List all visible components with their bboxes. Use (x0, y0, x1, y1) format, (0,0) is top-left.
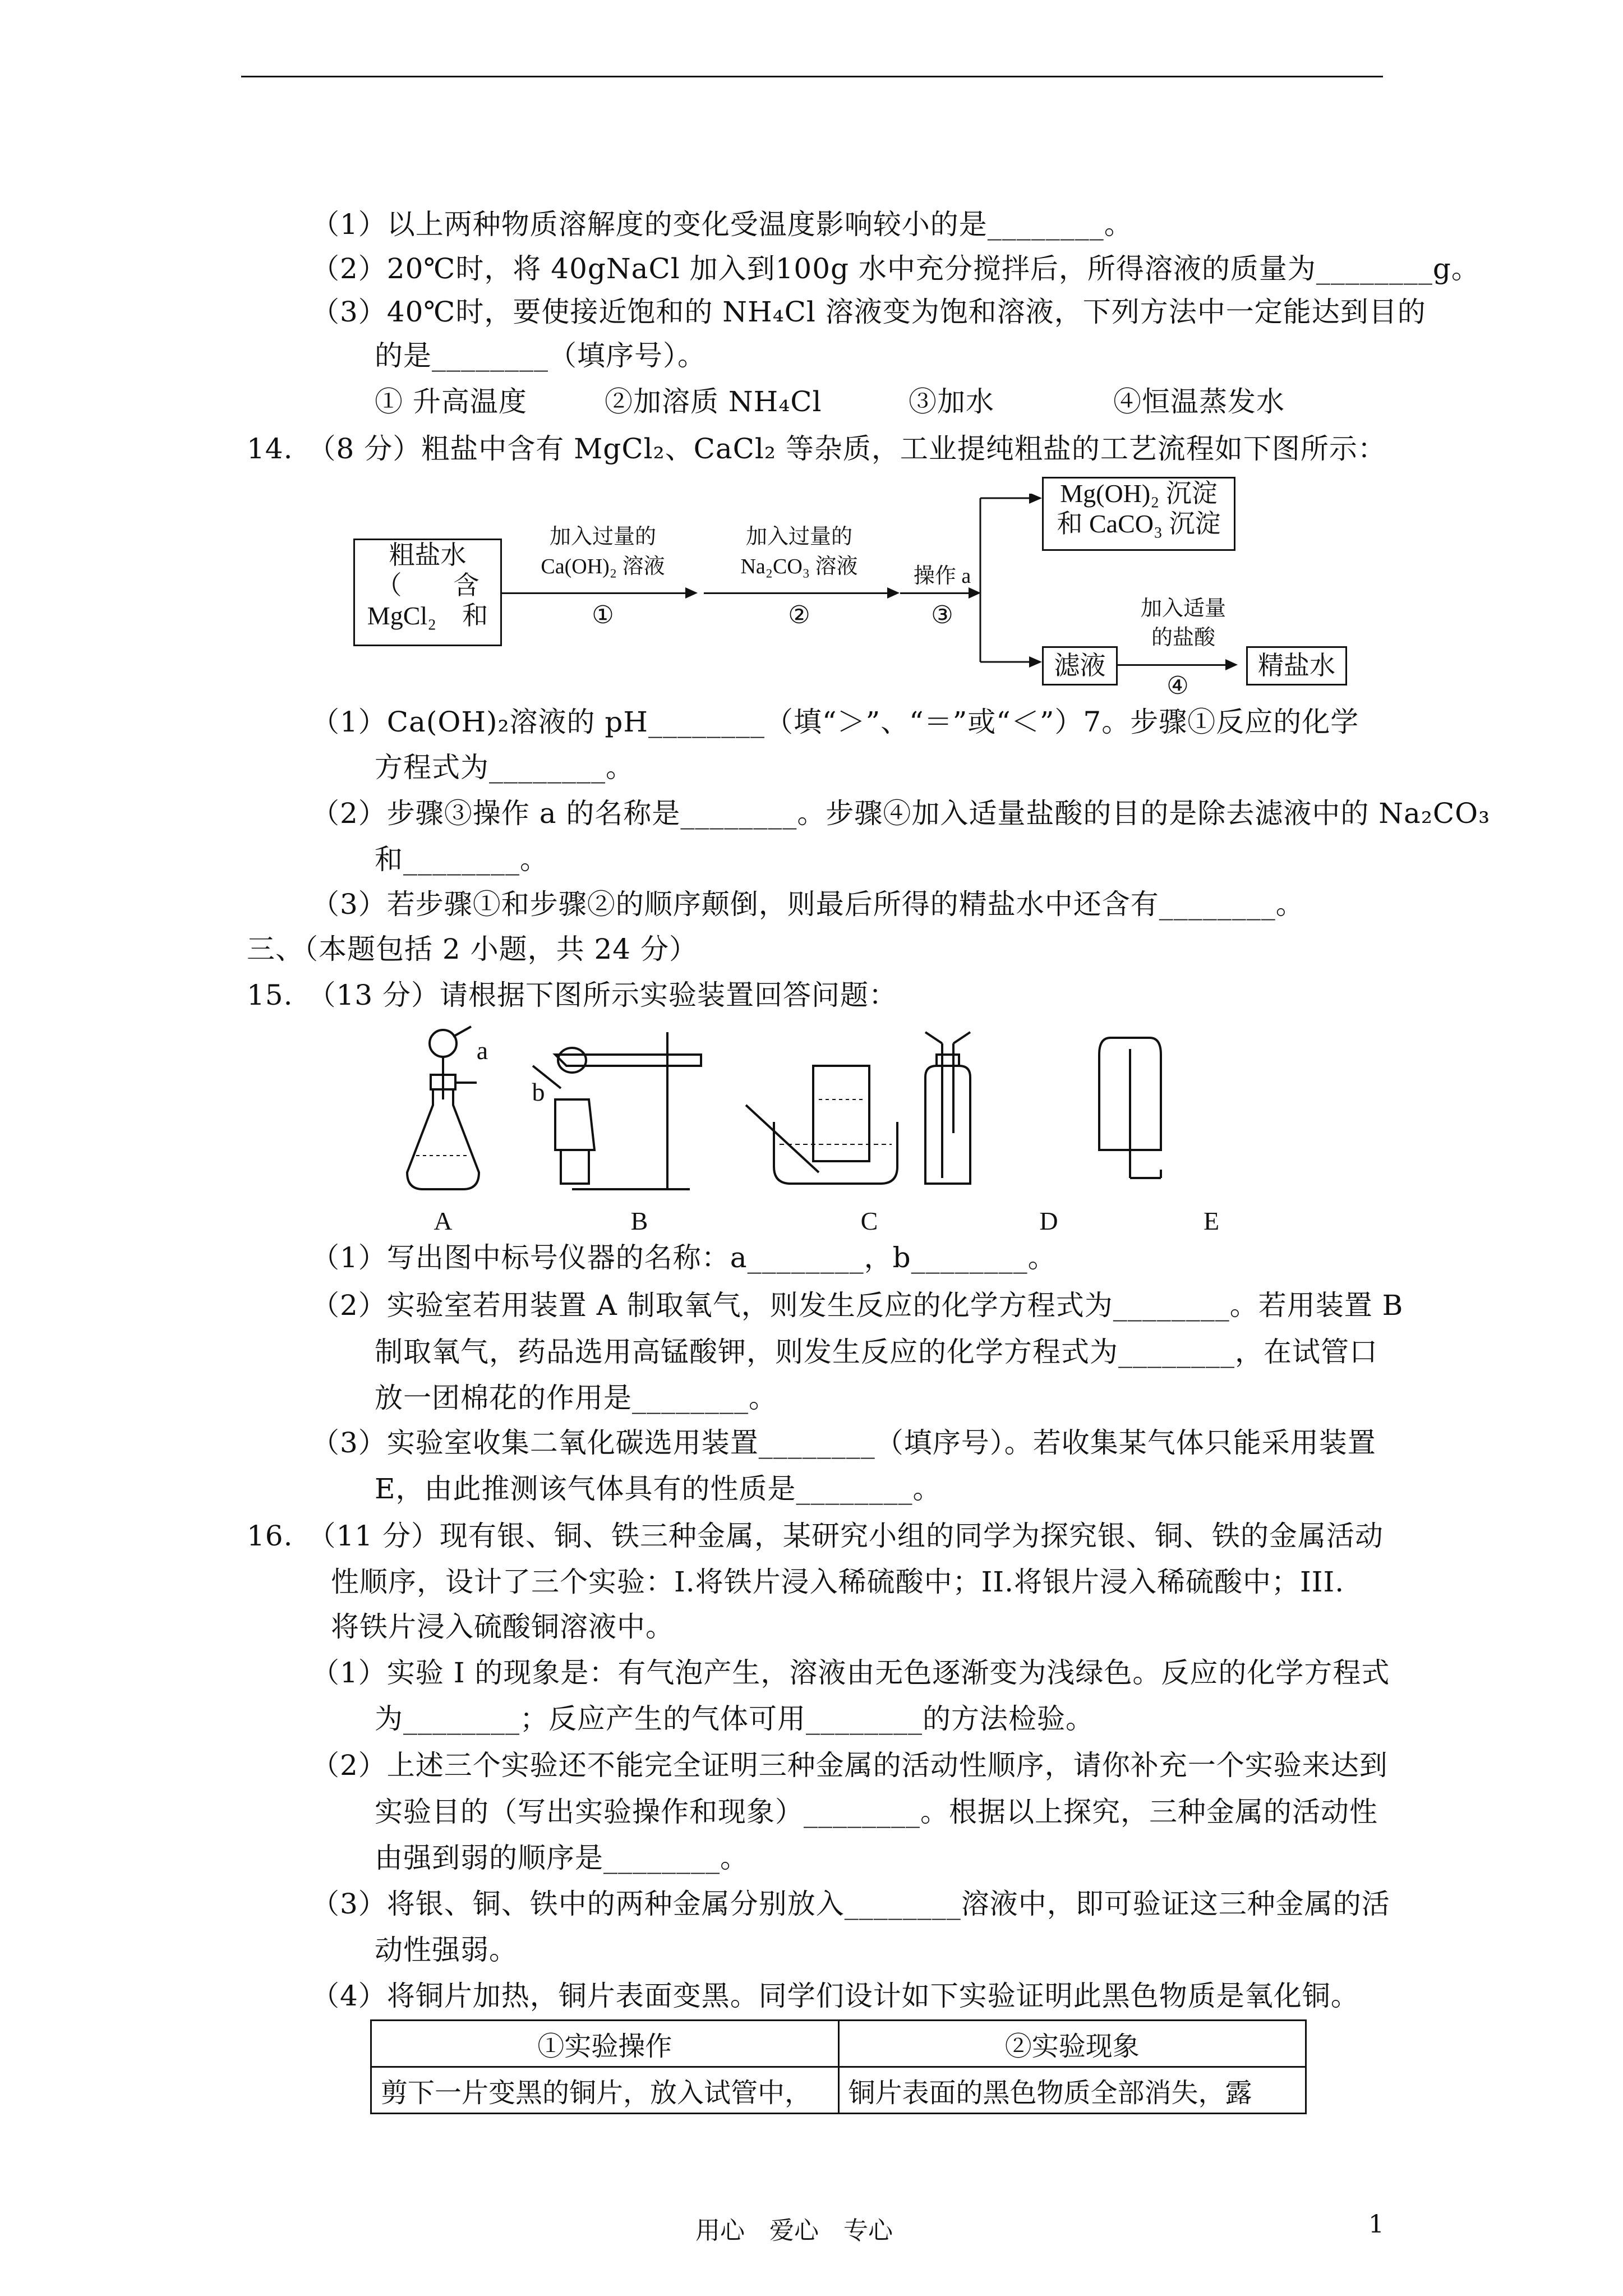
q15-stem: 15. （13 分）请根据下图所示实验装置回答问题： (247, 979, 898, 1011)
q15-2b: 制取氧气，药品选用高锰酸钾，则发生反应的化学方程式为________，在试管口 (375, 1336, 1378, 1368)
q16-2c: 由强到弱的顺序是________。 (375, 1842, 749, 1874)
q16-2b: 实验目的（写出实验操作和现象）________。根据以上探究，三种金属的活动性 (375, 1796, 1378, 1828)
step2-number: ② (788, 601, 810, 629)
experiment-table (370, 2019, 1307, 2114)
label-a: A (434, 1207, 453, 1235)
q16-stem-c: 将铁片浸入硫酸铜溶液中。 (331, 1611, 674, 1643)
q16-3a: （3）将银、铜、铁中的两种金属分别放入________溶液中，即可验证这三种金属的活 (311, 1888, 1390, 1920)
step4-arrow (1118, 664, 1235, 666)
q16-1a: （1）实验 I 的现象是：有气泡产生，溶液由无色逐渐变为浅绿色。反应的化学方程式 (311, 1657, 1390, 1689)
step1-number: ① (592, 601, 614, 629)
step3-line (900, 592, 979, 594)
q13-option-1: ① 升高温度 (375, 385, 527, 418)
q13-option-3: ③加水 (909, 385, 994, 418)
q13-option-4: ④恒温蒸发水 (1113, 385, 1285, 418)
q16-stem-b: 性顺序，设计了三个实验：I.将铁片浸入稀硫酸中；II.将银片浸入稀硫酸中；III. (331, 1566, 1345, 1598)
header-rule (241, 76, 1383, 77)
footer-slogan: 用心 爱心 专心 (695, 2216, 893, 2245)
step2-top: 加入过量的 (745, 525, 852, 549)
section-3-heading: 三、（本题包括 2 小题，共 24 分） (247, 933, 698, 965)
step2-arrow (704, 592, 897, 594)
label-b: B (630, 1207, 648, 1235)
q15-2a: （2）实验室若用装置 A 制取氧气，则发生反应的化学方程式为________。若用装置 B (311, 1289, 1404, 1322)
label-e: E (1203, 1207, 1220, 1235)
flow-start-box: 粗盐水 （ 含 MgCl₂ 和 (353, 539, 502, 646)
label-c: C (860, 1207, 878, 1235)
q15-2c: 放一团棉花的作用是________。 (375, 1382, 777, 1414)
filtrate-box: 滤液 (1042, 646, 1118, 685)
q14-3: （3）若步骤①和步骤②的顺序颠倒，则最后所得的精盐水中还含有________。 (311, 888, 1304, 921)
step1-arrow (502, 592, 695, 594)
table-cell-phenomenon: 铜片表面的黑色物质全部消失，露 (838, 2067, 1306, 2114)
q16-1b: 为________；反应产生的气体可用________的方法检验。 (375, 1703, 1094, 1735)
q16-3b: 动性强弱。 (375, 1934, 518, 1966)
q16-2a: （2）上述三个实验还不能完全证明三种金属的活动性顺序，请你补充一个实验来达到 (311, 1749, 1388, 1782)
product-box: 精盐水 (1246, 646, 1347, 685)
step4-top: 加入适量 (1140, 597, 1226, 620)
q14-1b: 方程式为________。 (375, 751, 634, 784)
step1-top: 加入过量的 (549, 525, 656, 549)
q14-2a: （2）步骤③操作 a 的名称是________。步骤④加入适量盐酸的目的是除去滤液中的 Na₂CO₃ (311, 797, 1491, 830)
table-header-phenomenon: ②实验现象 (838, 2021, 1306, 2067)
q13-option-2: ②加溶质 NH₄Cl (605, 385, 822, 418)
q14-stem: 14. （8 分）粗盐中含有 MgCl₂、CaCl₂ 等杂质，工业提纯粗盐的工艺流程如下图所示： (247, 432, 1386, 465)
q13-3b: 的是________（填序号）。 (375, 339, 706, 372)
precipitate-box: Mg(OH)₂ 沉淀 和 CaCO₃ 沉淀 (1042, 477, 1235, 551)
q13-2: （2）20℃时，将 40gNaCl 加入到100g 水中充分搅拌后，所得溶液的质量为________g。 (311, 252, 1480, 285)
label-d: D (1039, 1207, 1058, 1235)
page-number: 1 (1368, 2210, 1384, 2239)
marker-a: a (476, 1036, 488, 1065)
step3-label: 操作 a (913, 564, 971, 588)
q13-1: （1）以上两种物质溶解度的变化受温度影响较小的是________。 (311, 208, 1133, 241)
table-header-operation: ①实验操作 (371, 2021, 839, 2067)
q16-stem-a: 16. （11 分）现有银、铜、铁三种金属，某研究小组的同学为探究银、铜、铁的金属活动 (247, 1520, 1384, 1552)
marker-b: b (532, 1078, 545, 1106)
apparatus-figure (387, 1021, 1284, 1212)
q14-2b: 和________。 (375, 843, 548, 876)
table-cell-operation: 剪下一片变黑的铜片，放入试管中， (371, 2067, 839, 2114)
table-row (371, 2067, 1306, 2114)
q14-1a: （1）Ca(OH)₂溶液的 pH________（填“＞”、“＝”或“＜”）7。步骤①反应的化学 (311, 706, 1359, 738)
step3-number: ③ (931, 601, 953, 629)
table-header-row (371, 2021, 1306, 2067)
flow-branch (976, 494, 1043, 696)
step2-reagent: Na₂CO₃ 溶液 (740, 555, 858, 578)
q16-4: （4）将铜片加热，铜片表面变黑。同学们设计如下实验证明此黑色物质是氧化铜。 (311, 1980, 1359, 2012)
q15-3b: E，由此推测该气体具有的性质是________。 (375, 1473, 942, 1505)
q13-3a: （3）40℃时，要使接近饱和的 NH₄Cl 溶液变为饱和溶液，下列方法中一定能达到目的 (311, 296, 1426, 328)
step4-reagent: 的盐酸 (1151, 626, 1215, 650)
q15-1: （1）写出图中标号仪器的名称：a________，b________。 (311, 1241, 1057, 1274)
step4-number: ④ (1166, 672, 1189, 700)
q15-3a: （3）实验室收集二氧化碳选用装置________（填序号）。若收集某气体只能采用装置 (311, 1427, 1376, 1459)
step1-reagent: Ca(OH)₂ 溶液 (541, 555, 665, 578)
